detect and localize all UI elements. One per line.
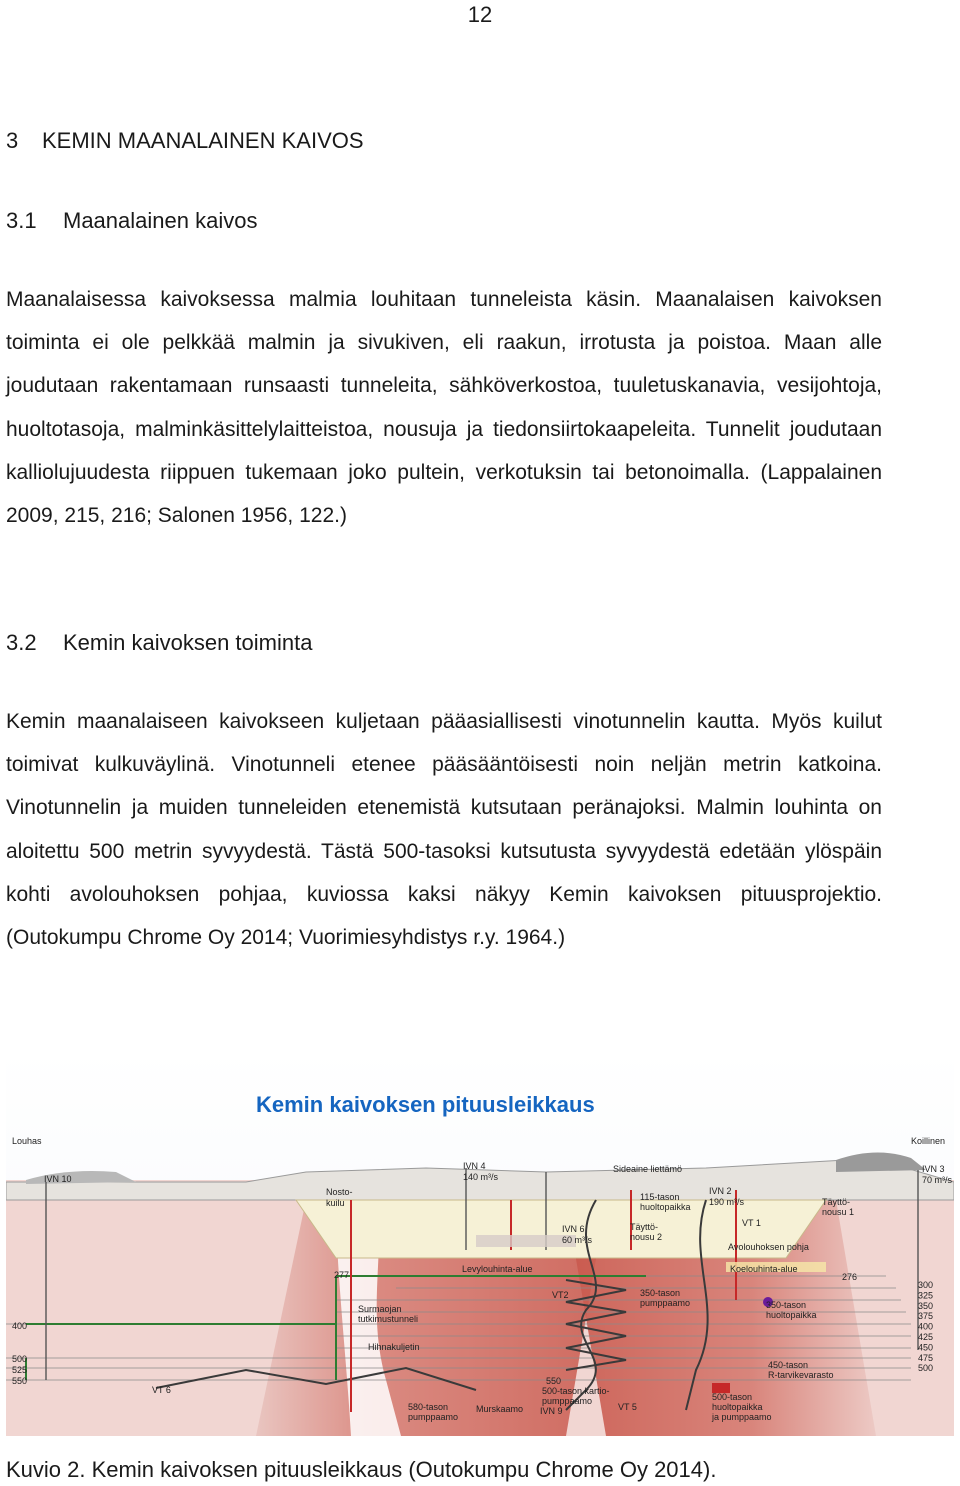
- levylouhinta-marker: [476, 1235, 576, 1247]
- label-vt5: VT 5: [618, 1402, 637, 1412]
- level-label-450: 450: [918, 1342, 934, 1353]
- label-pumppaamo350: 350-tason pumppaamo: [640, 1288, 691, 1308]
- label-ivn10: IVN 10: [44, 1174, 72, 1184]
- level-label-375: 375: [918, 1311, 934, 1322]
- label-400: 400: [12, 1321, 28, 1331]
- label-ivn4-flow: 140 m³/s: [463, 1172, 499, 1182]
- heading-text: Kemin kaivoksen toiminta: [63, 630, 313, 655]
- level-label-300: 300: [918, 1280, 934, 1290]
- label-koillinen: Koillinen: [911, 1136, 946, 1146]
- label-ivn6-flow: 60 m³/s: [562, 1235, 593, 1245]
- heading-chapter-3: [6, 128, 364, 154]
- label-ivn9: IVN 9: [540, 1406, 563, 1416]
- body-paragraph-1: Maanalaisessa kaivoksessa malmia louhitaan tunneleista käsin. Maanalaisen kaivoksen toiminta ei ole pelkkää malmin ja sivukiven, eli raakun, irrotusta ja poistoa. Maan alle joudutaan rakentamaan runsaasti tunneleita, sähköverkostoa, tuuletuskanavia, vesijohtoja, huoltotasoja, malminkäsittelylaitteistoa, nousuja ja tiedonsiirtokaapeleita. Tunnelit joudutaan kalliolujuudesta riippuen tukemaan joko pultein, verkotuksin tai betonoimalla. (Lappalainen 2009, 215, 216; Salonen 1956, 122.): [6, 288, 882, 528]
- label-koelouhinta: Koelouhinta-alue: [730, 1264, 798, 1274]
- level-label-475: 475: [918, 1352, 934, 1363]
- label-277: 277: [334, 1270, 350, 1280]
- mine-section-diagram: [6, 1050, 954, 1436]
- label-vt6: VT 6: [152, 1385, 171, 1395]
- level-label-350: 350: [918, 1300, 934, 1311]
- heading-number: 3.1: [6, 208, 37, 233]
- heading-text: KEMIN MAANALAINEN KAIVOS: [42, 128, 364, 153]
- label-sideaine: Sideaine liettämö: [613, 1164, 683, 1174]
- label-tarvike450: 450-tason R-tarvikevarasto: [768, 1360, 834, 1380]
- mine-longitudinal-section-figure: [6, 1050, 954, 1436]
- figure-title: Kemin kaivoksen pituusleikkaus: [256, 1092, 595, 1117]
- label-hihnakuljetin: Hihnakuljetin: [368, 1342, 420, 1352]
- label-pumppaamo580: 580-tason pumppaamo: [408, 1402, 459, 1422]
- label-vt2: VT2: [552, 1290, 569, 1300]
- figure-caption: Kuvio 2. Kemin kaivoksen pituusleikkaus (Outokumpu Chrome Oy 2014).: [6, 1457, 717, 1482]
- label-ivn3-flow: 70 m³/s: [922, 1175, 953, 1185]
- label-surmaojan: Surmaojan tutkimustunneli: [358, 1304, 419, 1324]
- label-tayttonousu1: Täyttö-nousu 1: [822, 1197, 855, 1217]
- label-ivn3: IVN 3: [922, 1164, 945, 1174]
- heading-text: Maanalainen kaivos: [63, 208, 258, 233]
- label-levylouhinta: Levylouhinta-alue: [462, 1264, 533, 1274]
- level-label-425: 425: [918, 1332, 934, 1342]
- label-huolto115: 115-tason huoltopaikka: [640, 1192, 691, 1212]
- label-huolto350: 350-tason huoltopaikka: [766, 1300, 817, 1320]
- label-avolouhos: Avolouhoksen pohja: [728, 1242, 809, 1252]
- label-525-left: 525: [12, 1365, 28, 1375]
- heading-number: 3: [6, 128, 19, 153]
- label-ivn6: IVN 6: [562, 1224, 585, 1234]
- label-ivn4: IVN 4: [463, 1161, 486, 1171]
- right-level-scale: [918, 1280, 933, 1373]
- level-label-500: 500: [918, 1363, 934, 1374]
- heading-section-3-1: [6, 208, 257, 234]
- label-550-left: 550: [12, 1376, 28, 1386]
- label-nostokuilu: Nosto-kuilu: [326, 1187, 353, 1208]
- label-murskaamo: Murskaamo: [476, 1404, 524, 1414]
- body-paragraph-2: Kemin maanalaiseen kaivokseen kuljetaan pääasiallisesti vinotunnelin kautta. Myös kuilut toimivat kulkuväylinä. Vinotunneli etenee pääsääntöisesti noin neljän metrin katkoina. Vinotunnelin ja muiden tunneleiden etenemistä kutsutaan peränajoksi. Malmin louhinta on aloitettu 500 metrin syvyydestä. Tästä 500-tasoksi kutsutusta syvyydestä edetään ylöspäin kohti avolouhoksen pohjaa, kuviossa kaksi näkyy Kemin kaivoksen pituusprojektio. (Outokumpu Chrome Oy 2014; Vuorimiesyhdistys r.y. 1964.): [6, 710, 882, 950]
- label-kartio500: 500-tason kartio-pumppaamo: [542, 1386, 610, 1406]
- heading-section-3-2: [6, 630, 312, 656]
- label-550: 550: [546, 1376, 562, 1386]
- page-number: 12: [467, 2, 493, 27]
- level-label-325: 325: [918, 1290, 934, 1301]
- label-huolto500: 500-tason huoltopaikka ja pumppaamo: [712, 1392, 772, 1422]
- level-label-400: 400: [918, 1321, 934, 1332]
- label-500-left: 500: [12, 1354, 28, 1364]
- label-ivn2-flow: 190 m³/s: [709, 1197, 745, 1207]
- label-tayttonousu2: Täyttö-nousu 2: [630, 1222, 663, 1242]
- label-vt1: VT 1: [742, 1218, 761, 1228]
- label-276: 276: [842, 1272, 858, 1282]
- label-ivn2: IVN 2: [709, 1186, 732, 1196]
- heading-number: 3.2: [6, 630, 37, 655]
- label-louhas: Louhas: [12, 1136, 42, 1146]
